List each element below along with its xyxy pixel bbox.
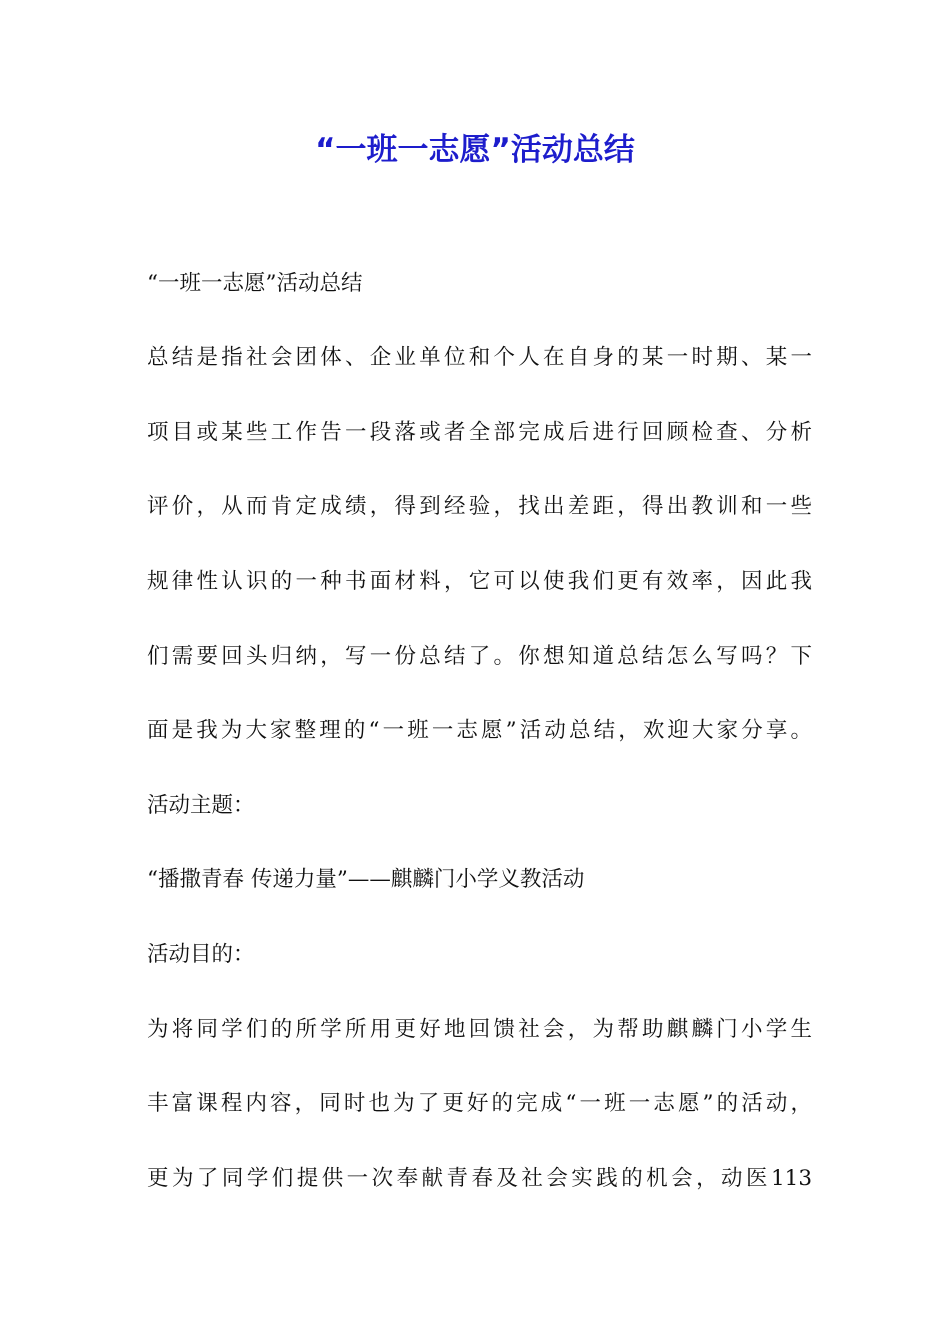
paragraph-line: 项目或某些工作告一段落或者全部完成后进行回顾检查、分析 [147,420,812,445]
document-title: “一班一志愿”活动总结 [315,132,635,168]
paragraph-line: 丰富课程内容，同时也为了更好的完成“一班一志愿”的活动， [147,1091,812,1116]
section-heading: 活动目的： [147,942,255,967]
paragraph-line: 为将同学们的所学所用更好地回馈社会，为帮助麒麟门小学生 [147,1017,812,1042]
paragraph-line: 规律性认识的一种书面材料，它可以使我们更有效率，因此我 [147,569,812,594]
paragraph-line: 更为了同学们提供一次奉献青春及社会实践的机会，动医113 [147,1166,812,1191]
paragraph-line: 们需要回头归纳，写一份总结了。你想知道总结怎么写吗？下 [147,644,812,669]
paragraph-line: 总结是指社会团体、企业单位和个人在自身的某一时期、某一 [147,345,812,370]
paragraph-line: 评价，从而肯定成绩，得到经验，找出差距，得出教训和一些 [147,494,812,519]
subtitle-line: “一班一志愿”活动总结 [147,271,363,296]
paragraph-line: 面是我为大家整理的“一班一志愿”活动总结，欢迎大家分享。 [147,718,812,743]
section-heading: 活动主题： [147,793,255,818]
paragraph-line: “播撒青春 传递力量”——麒麟门小学义教活动 [147,867,585,892]
